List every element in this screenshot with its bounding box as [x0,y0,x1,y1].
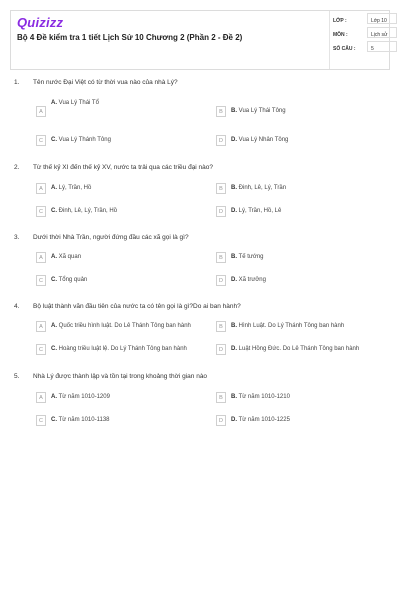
option-b-box[interactable]: B [216,392,226,403]
option-text: Vua Lý Thái Tông [238,108,286,114]
option-d-box[interactable]: D [216,275,226,286]
option-text: Từ năm 1010-1225 [238,417,290,423]
header-divider [329,11,330,69]
option-label: D. [231,346,237,352]
question-number: 4. [14,303,20,310]
option-text: Từ năm 1010-1210 [238,394,290,400]
option-label: B. [231,108,237,114]
option-label: A. [51,254,57,260]
quizizz-logo: Quizizz [17,15,64,30]
option-text: Tổng quản [58,277,88,283]
option-label: C. [51,137,57,143]
option-label: D. [231,277,237,283]
worksheet-title: Bộ 4 Đề kiểm tra 1 tiết Lịch Sử 10 Chương 2 (Phần 2 - Đề 2) [17,33,243,42]
option-text: Đinh, Lê, Lý, Trần [238,185,287,191]
question-text: Dưới thời Nhà Trần, người đứng đầu các xã gọi là gì? [33,234,189,241]
option-text: Tế tướng [238,254,264,260]
option-a-box[interactable]: A [36,321,46,332]
option-c-box[interactable]: C [36,206,46,217]
option-b-box[interactable]: B [216,183,226,194]
option-label: B. [231,254,237,260]
option-label: D. [231,208,237,214]
option-text: Xã trưởng [238,277,266,283]
option-d-box[interactable]: D [216,415,226,426]
option-a-box[interactable]: A [36,392,46,403]
option-label: C. [51,417,57,423]
option-c-box[interactable]: C [36,135,46,146]
option-label: D. [231,137,237,143]
option-label: C. [51,208,57,214]
option-b-box[interactable]: B [216,252,226,263]
option-label: A. [51,394,57,400]
meta-class-label: LỚP : [333,18,347,24]
option-b-box[interactable]: B [216,321,226,332]
question-text: Từ thế kỷ XI đến thế kỷ XV, nước ta trải qua các triều đại nào? [33,164,214,171]
question-number: 1. [14,79,20,86]
meta-count-label: SỐ CÂU : [333,46,356,52]
meta-subject-value: Lịch sử [371,32,388,38]
question-text: Tên nước Đại Việt có từ thời vua nào của nhà Lý? [33,79,178,86]
option-d-box[interactable]: D [216,135,226,146]
meta-class-value: Lớp 10 [371,18,387,24]
option-a-box[interactable]: A [36,183,46,194]
meta-class-box [367,13,397,24]
option-d-box[interactable]: D [216,344,226,355]
option-text: Vua Lý Nhân Tông [238,137,289,143]
option-d-box[interactable]: D [216,206,226,217]
option-a-box[interactable]: A [36,252,46,263]
option-label: A. [51,185,57,191]
option-label: D. [231,417,237,423]
option-label: C. [51,277,57,283]
option-label: A. [51,100,57,106]
option-c-box[interactable]: C [36,344,46,355]
question-number: 5. [14,373,20,380]
option-label: B. [231,185,237,191]
option-text: Từ năm 1010-1138 [58,417,110,423]
option-text: Lý, Trần, Hồ, Lê [238,208,282,214]
option-label: A. [51,323,57,329]
option-text: Quốc triều hình luật. Do Lê Thánh Tông ban hành [58,323,191,329]
question-text: Bộ luật thành văn đầu tiên của nước ta có tên gọi là gì?Do ai ban hành? [33,303,241,310]
option-text: Lý, Trần, Hồ [58,185,92,191]
option-label: B. [231,323,237,329]
option-text: Vua Lý Thái Tổ [58,100,99,106]
option-text: Vua Lý Thánh Tông [58,137,111,143]
option-text: Xã quan [58,254,82,260]
question-number: 3. [14,234,20,241]
option-label: C. [51,346,57,352]
option-text: Từ năm 1010-1209 [58,394,110,400]
meta-subject-box [367,27,397,38]
option-text: Hình Luật. Do Lý Thánh Tông ban hành [238,323,345,329]
worksheet-header [10,10,390,70]
question-number: 2. [14,164,20,171]
option-label: B. [231,394,237,400]
question-text: Nhà Lý được thành lập và tồn tại trong khoảng thời gian nào [33,373,208,380]
meta-count-value: 5 [371,46,374,52]
option-c-box[interactable]: C [36,275,46,286]
option-text: Đinh, Lê, Lý, Trần, Hồ [58,208,118,214]
meta-subject-label: MÔN : [333,32,348,38]
option-b-box[interactable]: B [216,106,226,117]
meta-count-box [367,41,397,52]
option-text: Luật Hồng Đức. Do Lê Thánh Tông ban hành [238,346,360,352]
option-a-box[interactable]: A [36,106,46,117]
option-text: Hoàng triều luật lệ. Do Lý Thánh Tông ban hành [58,346,187,352]
option-c-box[interactable]: C [36,415,46,426]
